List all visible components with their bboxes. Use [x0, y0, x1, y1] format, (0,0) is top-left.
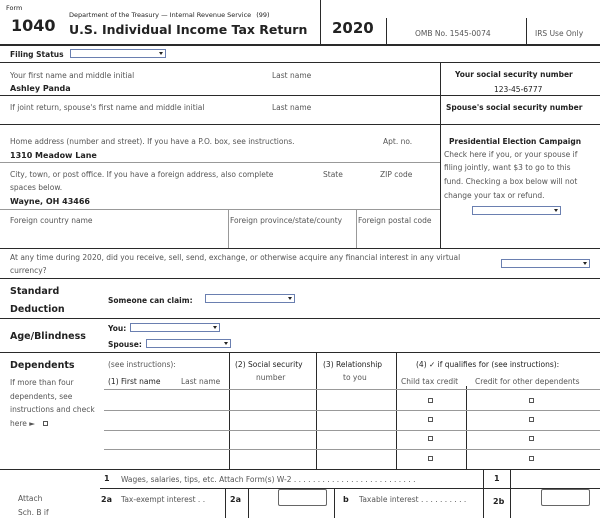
spouse-ssn-label: Spouse's social security number — [446, 103, 583, 112]
campaign-text-2: filing jointly, want $3 to go to this — [444, 163, 571, 172]
virtual-currency-select[interactable] — [501, 259, 590, 268]
rule — [104, 449, 600, 450]
attach-label-2: Sch. B if — [18, 508, 49, 517]
form-label: Form — [6, 4, 23, 12]
rule — [0, 44, 600, 46]
column-divider — [483, 469, 484, 518]
dependents-side-2: dependents, see — [10, 392, 73, 401]
column-divider — [440, 62, 441, 124]
tax-exempt-interest-input[interactable] — [278, 489, 327, 506]
tax-year: 2020 — [332, 19, 374, 37]
first-name-label: Your first name and middle initial — [10, 71, 135, 80]
col4b-label: Credit for other dependents — [475, 377, 580, 386]
spouse-label: Spouse: — [108, 340, 142, 349]
column-divider — [466, 386, 467, 469]
home-address-label: Home address (number and street). If you have a P.O. box, see instructions. — [10, 137, 295, 146]
line1-number: 1 — [104, 474, 110, 483]
spouse-first-name-label: If joint return, spouse's first name and middle initial — [10, 103, 205, 112]
column-divider — [440, 124, 441, 248]
rule — [100, 488, 600, 489]
department-code: (99) — [256, 11, 270, 19]
spouse-select[interactable] — [146, 339, 231, 348]
campaign-title: Presidential Election Campaign — [449, 137, 582, 146]
you-select[interactable] — [130, 323, 220, 332]
campaign-text-1: Check here if you, or your spouse if — [444, 150, 578, 159]
see-instructions-label: (see instructions): — [108, 360, 176, 369]
filing-status-label: Filing Status — [10, 50, 64, 59]
other-dependents-checkbox[interactable] — [529, 398, 534, 403]
attach-label-1: Attach — [18, 494, 43, 503]
other-dependents-checkbox[interactable] — [529, 436, 534, 441]
child-tax-credit-checkbox[interactable] — [428, 436, 433, 441]
irs-use-only: IRS Use Only — [535, 29, 584, 38]
someone-can-claim-label: Someone can claim: — [108, 296, 193, 305]
department-text: Department of the Treasury — Internal Revenue Service — [69, 11, 252, 19]
dependents-side-4: here ► — [10, 419, 36, 428]
line2a-text: Tax-exempt interest . . — [121, 495, 206, 504]
virtual-currency-text-2: currency? — [10, 266, 47, 275]
more-dependents-checkbox[interactable] — [43, 421, 48, 426]
line1-text: Wages, salaries, tips, etc. Attach Form(s) W-2 . . . . . . . . . . . . . . . . . . . . . . . . . . — [121, 475, 416, 484]
foreign-postal-label: Foreign postal code — [358, 216, 432, 225]
rule — [0, 95, 600, 96]
rule — [104, 410, 600, 411]
other-dependents-checkbox[interactable] — [529, 456, 534, 461]
child-tax-credit-checkbox[interactable] — [428, 398, 433, 403]
rule — [0, 162, 440, 163]
spouse-last-name-label: Last name — [272, 103, 312, 112]
col4-label: (4) ✓ if qualifies for (see instructions): — [416, 360, 560, 369]
line1-box: 1 — [494, 474, 500, 483]
header-divider — [320, 0, 321, 44]
child-tax-credit-checkbox[interactable] — [428, 456, 433, 461]
rule — [0, 352, 600, 353]
rule — [0, 248, 600, 249]
zip-label: ZIP code — [380, 170, 413, 179]
col4a-label: Child tax credit — [401, 377, 459, 386]
dependents-heading: Dependents — [10, 360, 75, 371]
standard-deduction-heading-2: Deduction — [10, 304, 65, 315]
column-divider — [248, 488, 249, 518]
form-number: 1040 — [11, 16, 56, 35]
rule — [0, 278, 600, 279]
col1-label: (1) First name — [108, 377, 161, 386]
col3b-label: to you — [343, 373, 367, 382]
col2b-label: number — [256, 373, 286, 382]
filing-status-select[interactable] — [70, 49, 166, 58]
department-label — [69, 11, 270, 19]
column-divider — [225, 488, 226, 518]
foreign-country-label: Foreign country name — [10, 216, 93, 225]
rule — [0, 62, 600, 63]
other-dependents-checkbox[interactable] — [529, 417, 534, 422]
age-blindness-heading: Age/Blindness — [10, 331, 86, 342]
rule — [0, 318, 600, 319]
child-tax-credit-checkbox[interactable] — [428, 417, 433, 422]
column-divider — [334, 488, 335, 518]
ssn-label: Your social security number — [455, 70, 573, 79]
col3a-label: (3) Relationship — [323, 360, 383, 369]
ssn-value[interactable]: 123-45-6777 — [494, 85, 543, 94]
rule — [104, 430, 600, 431]
dependents-side-3: instructions and check — [10, 405, 95, 414]
standard-deduction-heading-1: Standard — [10, 286, 60, 297]
dependents-side-1: If more than four — [10, 378, 74, 387]
omb-number: OMB No. 1545-0074 — [415, 29, 491, 38]
rule — [0, 124, 600, 125]
campaign-text-3: fund. Checking a box below will not — [444, 177, 578, 186]
someone-can-claim-select[interactable] — [205, 294, 295, 303]
line2b-text: Taxable interest . . . . . . . . . . — [359, 495, 467, 504]
campaign-text-4: change your tax or refund. — [444, 191, 545, 200]
column-divider — [228, 209, 229, 248]
city-label-2: spaces below. — [10, 183, 63, 192]
apt-label: Apt. no. — [383, 137, 413, 146]
line2a-box-label: 2a — [230, 495, 241, 504]
line2a-number: 2a — [101, 495, 112, 504]
header-divider — [386, 18, 387, 44]
foreign-province-label: Foreign province/state/county — [230, 216, 343, 225]
state-label: State — [323, 170, 343, 179]
line2b-letter: b — [343, 495, 349, 504]
city-label-1: City, town, or post office. If you have a foreign address, also complete — [10, 170, 274, 179]
you-label: You: — [108, 324, 127, 333]
taxable-interest-input[interactable] — [541, 489, 590, 506]
col1b-label: Last name — [181, 377, 221, 386]
form-title: U.S. Individual Income Tax Return — [69, 22, 308, 37]
virtual-currency-text-1: At any time during 2020, did you receive, sell, send, exchange, or otherwise acquire any financial interest in any virtual — [10, 253, 461, 262]
column-divider — [356, 209, 357, 248]
column-divider — [510, 469, 511, 518]
line2b-box-label: 2b — [493, 497, 505, 506]
city-value[interactable]: Wayne, OH 43466 — [10, 197, 90, 206]
header-divider — [526, 18, 527, 44]
campaign-select[interactable] — [472, 206, 561, 215]
col2a-label: (2) Social security — [235, 360, 303, 369]
home-address-value[interactable]: 1310 Meadow Lane — [10, 151, 97, 160]
rule — [104, 389, 600, 390]
last-name-label: Last name — [272, 71, 312, 80]
rule — [0, 209, 440, 210]
first-name-value[interactable]: Ashley Panda — [10, 84, 71, 93]
